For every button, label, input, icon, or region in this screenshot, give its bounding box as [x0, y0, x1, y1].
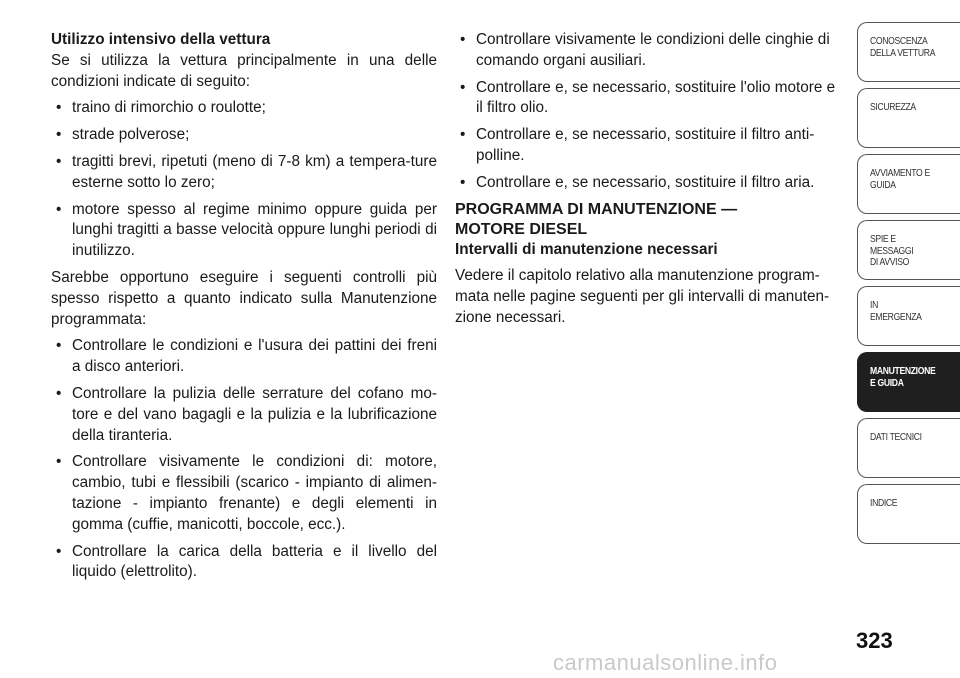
list-item: • Controllare la pulizia delle serrature del cofano mo-tore e del vano bagagli e la pulizia e la lubrificazione della tiranteria. — [56, 384, 437, 444]
watermark: carmanualsonline.info — [553, 650, 778, 675]
list-item: • strade polverose; — [51, 125, 437, 146]
chapter-tab-label: DATI TECNICI — [870, 431, 922, 443]
chapter-tab-label: IN EMERGENZA — [870, 299, 922, 323]
checks-intro-paragraph: Sarebbe opportuno eseguire i seguenti controlli più spesso rispetto a quanto indicato sulla Manutenzione programmata: — [51, 268, 437, 328]
chapter-tab-label: AVVIAMENTO E GUIDA — [870, 167, 930, 191]
section-title-line: MOTORE DIESEL — [455, 220, 588, 238]
page-number: 323 — [856, 628, 893, 653]
chapter-tab-label: INDICE — [870, 497, 898, 509]
list-item: • Controllare e, se necessario, sostituire il filtro aria. — [455, 173, 842, 194]
right-column — [455, 30, 842, 335]
reference-paragraph: Vedere il capitolo relativo alla manutenzione program-mata nelle pagine seguenti per gli intervalli di manuten-zione necessari. — [455, 267, 830, 326]
intro-paragraph: Se si utilizza la vettura principalmente in una delle condizioni indicate di seguito: — [51, 51, 437, 90]
chapter-tab[interactable] — [857, 88, 960, 148]
section-heading: Utilizzo intensivo della vettura — [51, 31, 271, 48]
chapter-tab-label: SPIE E MESSAGGI DI AVVISO — [870, 233, 914, 268]
bullet: • — [460, 126, 466, 144]
chapter-tab[interactable] — [857, 220, 960, 280]
list-item: • Controllare e, se necessario, sostituire il filtro anti-polline. — [460, 126, 815, 164]
chapter-tab-label: CONOSCENZA DELLA VETTURA — [870, 35, 936, 59]
bullet: • — [56, 384, 62, 402]
subheading: Intervalli di manutenzione necessari — [455, 240, 718, 258]
bullet: • — [56, 542, 62, 560]
chapter-tab[interactable] — [857, 352, 960, 412]
bullet: • — [56, 99, 62, 117]
bullet: • — [56, 337, 62, 355]
list-item: • Controllare la carica della batteria e il livello del liquido (elettrolito). — [56, 542, 437, 581]
chapter-tab-label: MANUTENZIONE E GUIDA — [870, 365, 936, 389]
bullet: • — [460, 78, 466, 96]
list-item: • Controllare visivamente le condizioni di: motore, cambio, tubi e flessibili (scarico - impianto di alimen-tazione - impianto frenante) e degli elementi in gomma (cuffie, manicotti, boccole, ecc.). — [56, 453, 437, 533]
left-column — [51, 30, 437, 589]
list-item: • motore spesso al regime minimo oppure guida per lunghi tragitti a basse velocità oppure lunghi periodi di inutilizzo. — [56, 200, 437, 260]
list-item: • tragitti brevi, ripetuti (meno di 7-8 km) a tempera-ture esterne sotto lo zero; — [56, 152, 437, 191]
bullet: • — [460, 173, 466, 191]
chapter-tab[interactable] — [857, 484, 960, 544]
chapter-tabs — [857, 22, 960, 550]
chapter-tab[interactable] — [857, 154, 960, 214]
checks-list-continued — [455, 30, 842, 194]
checks-list — [51, 336, 437, 583]
chapter-tab[interactable] — [857, 418, 960, 478]
list-item: • Controllare e, se necessario, sostituire l'olio motore e il filtro olio. — [460, 78, 836, 117]
section-title — [455, 200, 842, 240]
section-title-line: PROGRAMMA DI MANUTENZIONE — — [455, 200, 738, 218]
conditions-list — [51, 98, 437, 262]
bullet: • — [56, 152, 62, 170]
list-item: • Controllare le condizioni e l'usura dei pattini dei freni a disco anteriori. — [56, 337, 437, 376]
chapter-tab[interactable] — [857, 22, 960, 82]
bullet: • — [56, 126, 62, 144]
list-item: • traino di rimorchio o roulotte; — [51, 98, 437, 119]
list-item: • Controllare visivamente le condizioni delle cinghie di comando organi ausiliari. — [460, 31, 830, 69]
bullet: • — [56, 453, 62, 471]
bullet: • — [460, 31, 466, 48]
bullet: • — [56, 200, 62, 218]
chapter-tab[interactable] — [857, 286, 960, 346]
chapter-tab-label: SICUREZZA — [870, 101, 916, 113]
